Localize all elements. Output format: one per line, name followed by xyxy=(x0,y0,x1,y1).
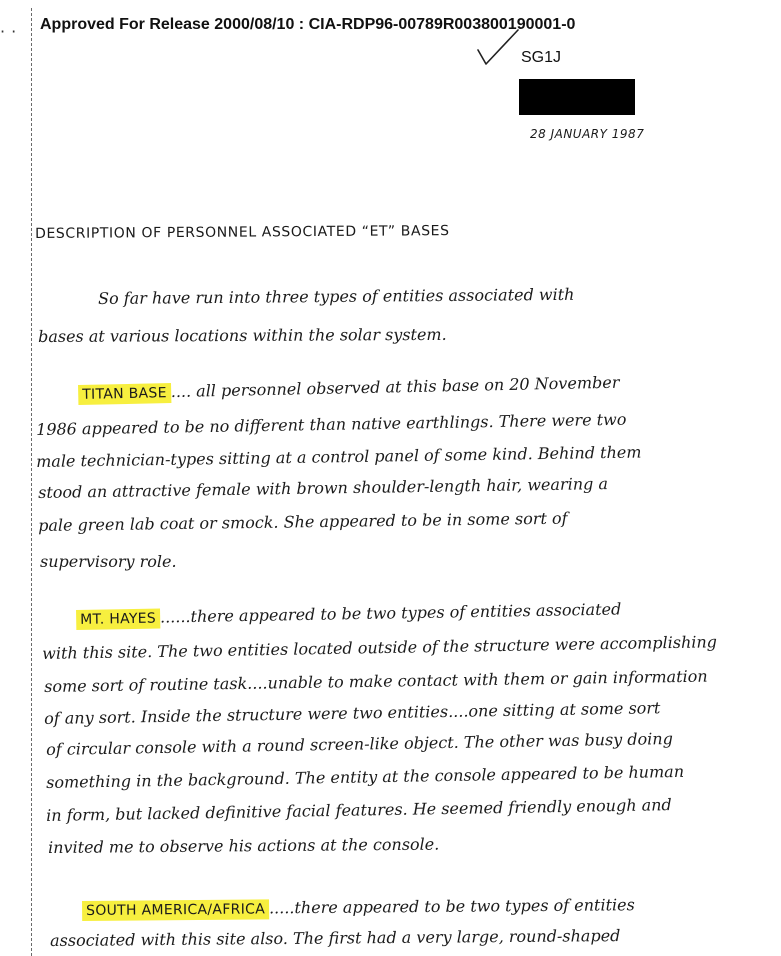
body-line: associated with this site also. The first had a very large, round-shaped xyxy=(50,926,621,950)
body-line: pale green lab coat or smock. She appeared to be in some sort of xyxy=(38,508,568,535)
checkmark-icon xyxy=(474,28,522,72)
document-date: 28 JANUARY 1987 xyxy=(530,127,645,141)
section-first-line xyxy=(82,895,635,919)
body-line: 1986 appeared to be no different than native earthlings. There were two xyxy=(36,409,627,439)
document-title: DESCRIPTION OF PERSONNEL ASSOCIATED “ET” BASES xyxy=(35,223,450,242)
body-line: invited me to observe his actions at the console. xyxy=(48,834,440,857)
release-stamp: Approved For Release 2000/08/10 : CIA-RDP96-00789R003800190001-0 xyxy=(40,16,576,33)
body-line: of circular console with a round screen-like object. The other was busy doing xyxy=(46,729,674,759)
section-lead: .....there appeared to be two types of entities xyxy=(268,895,635,918)
section-heading-titan: TITAN BASE xyxy=(78,383,171,405)
intro-line: So far have run into three types of entities associated with xyxy=(98,284,575,308)
classification-code: SG1J xyxy=(521,49,562,66)
body-line: stood an attractive female with brown shoulder-length hair, wearing a xyxy=(38,474,609,502)
body-line: some sort of routine task....unable to make contact with them or gain information xyxy=(44,666,708,696)
section-first-line xyxy=(76,599,621,628)
redaction-block xyxy=(519,79,635,115)
margin-line xyxy=(31,8,32,956)
intro-line: bases at various locations within the solar system. xyxy=(38,324,447,346)
section-heading-south-america-africa: SOUTH AMERICA/AFRICA xyxy=(82,899,269,921)
body-line: of any sort. Inside the structure were two entities....one sitting at some sort xyxy=(44,698,661,728)
body-line: supervisory role. xyxy=(40,552,177,571)
body-line: something in the background. The entity at the console appeared to be human xyxy=(46,761,685,792)
section-first-line xyxy=(78,373,620,403)
body-line: male technician-types sitting at a control panel of some kind. Behind them xyxy=(36,442,642,471)
section-heading-mt-hayes: MT. HAYES xyxy=(76,609,160,630)
corner-marks: ·· xyxy=(0,22,23,41)
section-lead: ......there appeared to be two types of entities associated xyxy=(159,599,622,627)
body-line: in form, but lacked definitive facial features. He seemed friendly enough and xyxy=(46,795,672,825)
body-line: with this site. The two entities located outside of the structure were accomplishing xyxy=(42,632,718,663)
section-lead: .... all personnel observed at this base on 20 November xyxy=(170,372,620,402)
